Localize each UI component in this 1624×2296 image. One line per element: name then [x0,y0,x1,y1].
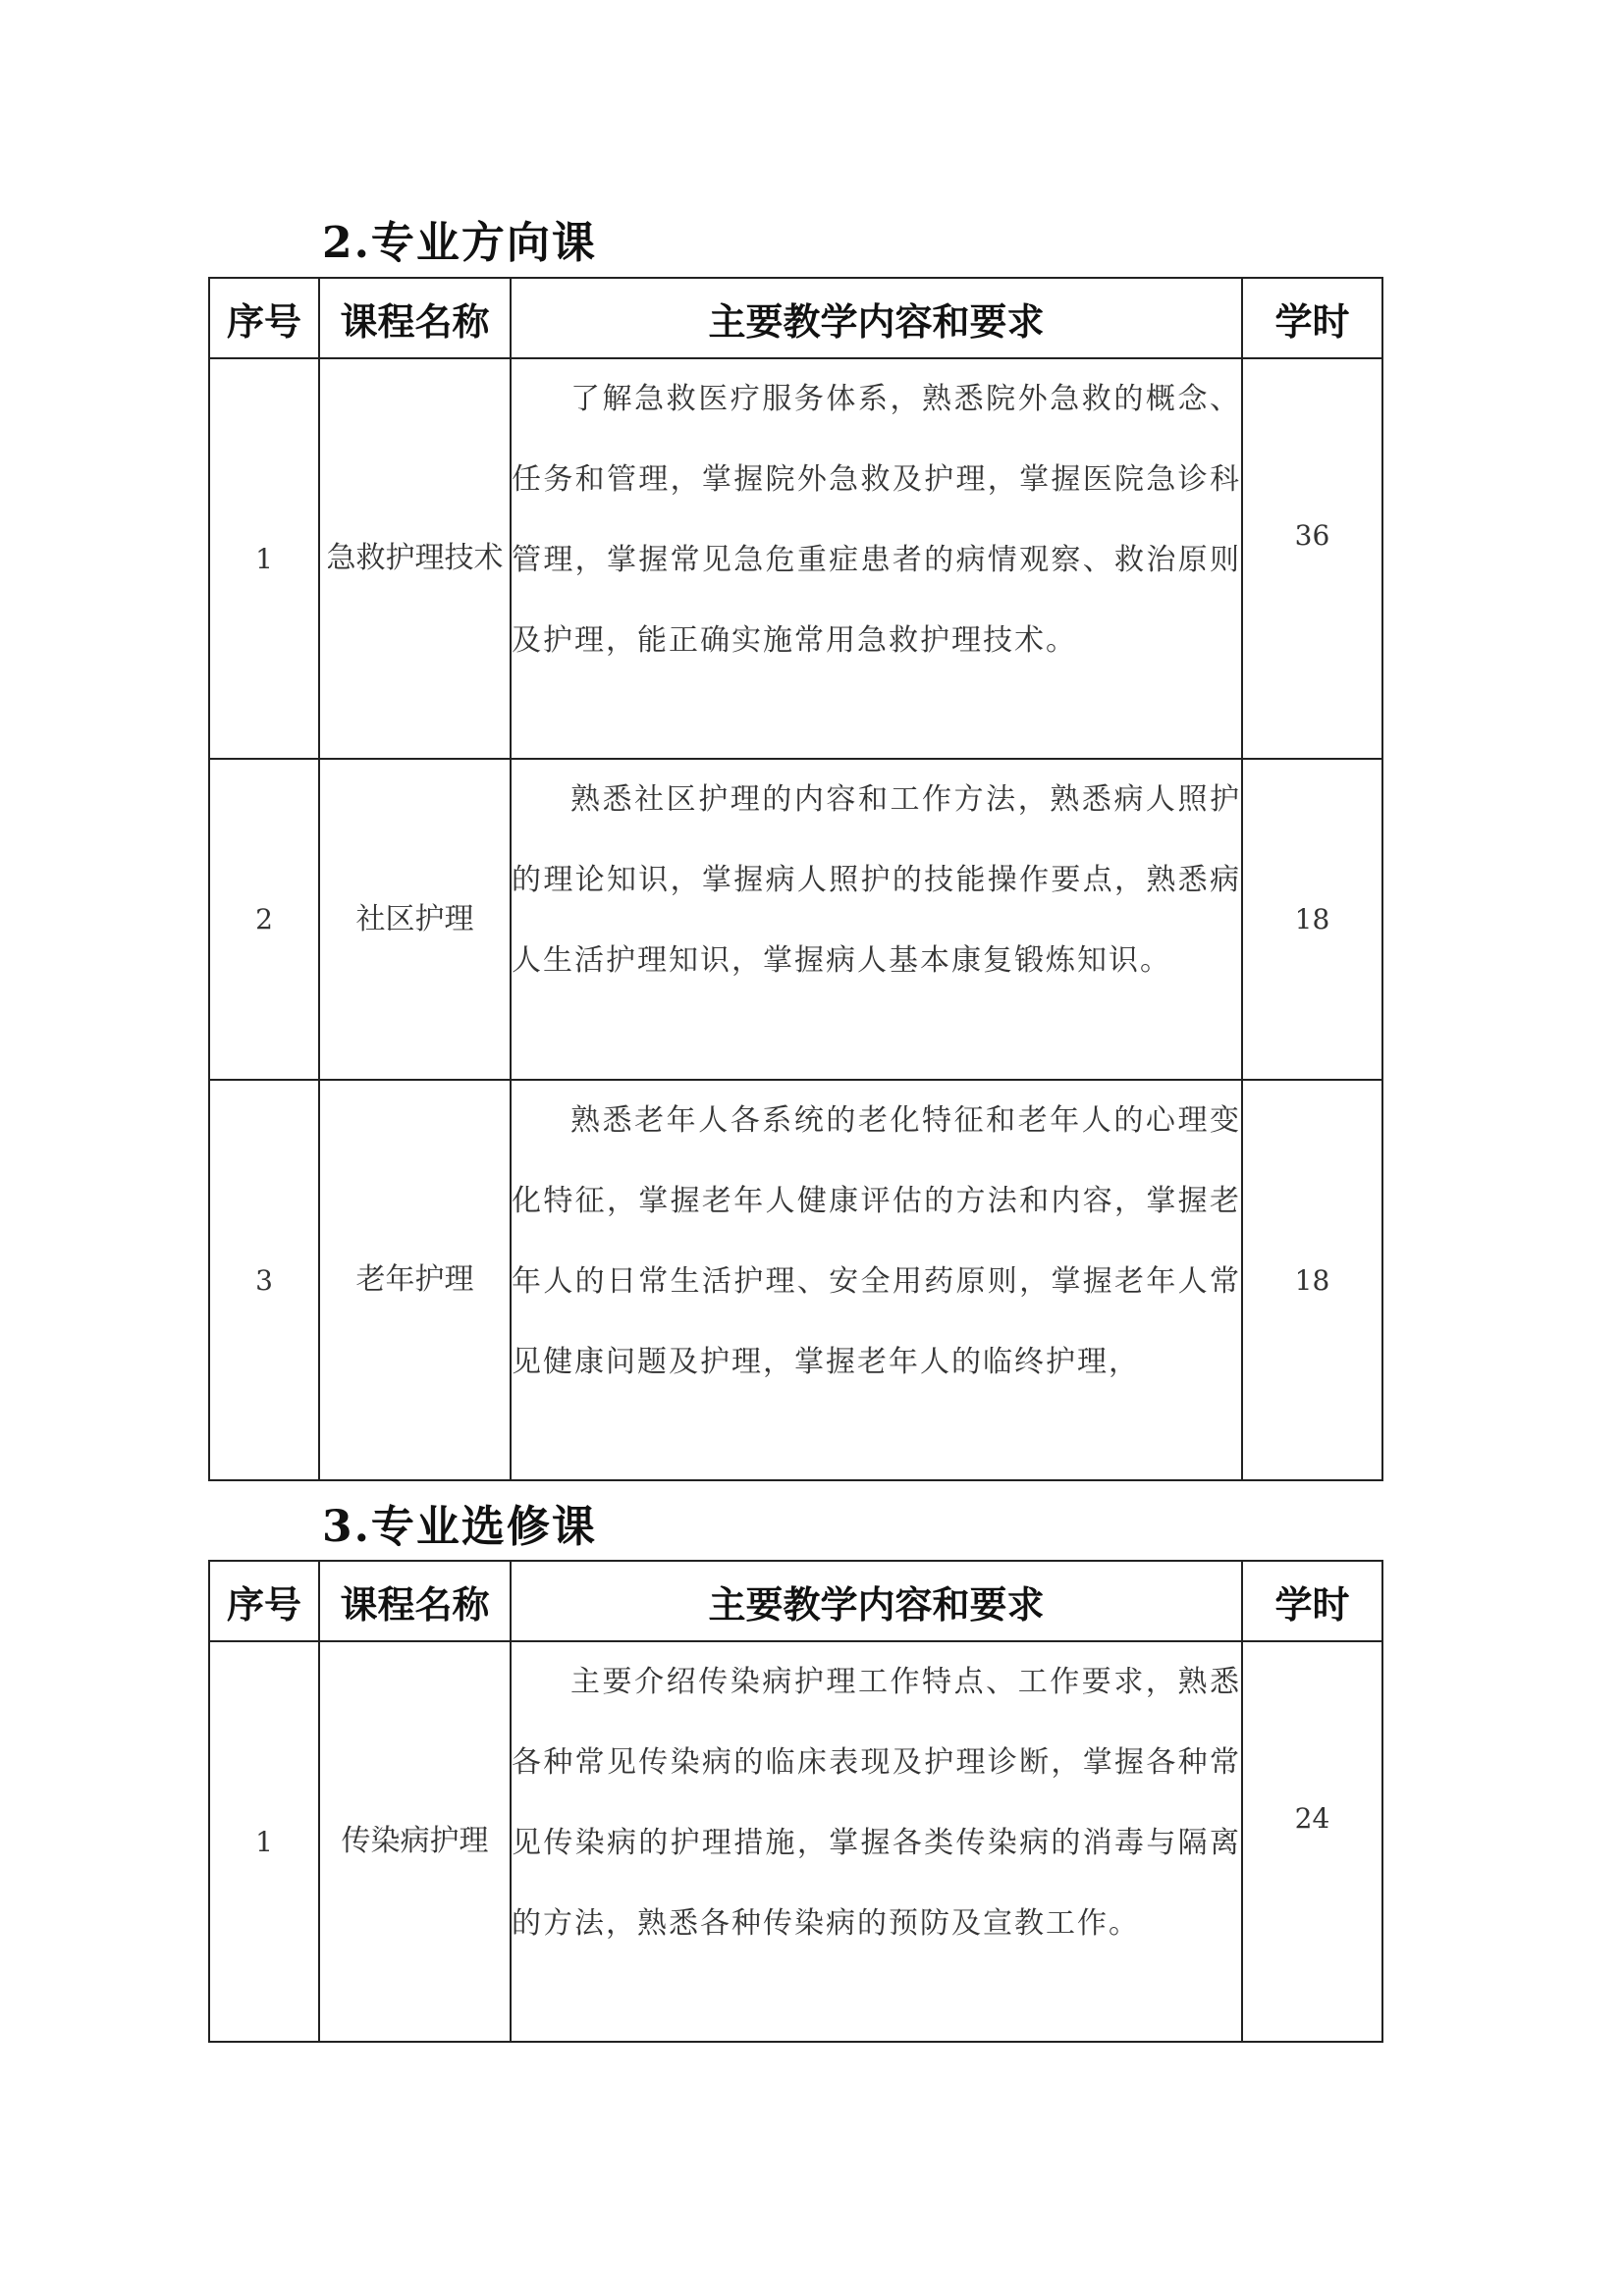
hours-value: 24 [1294,1801,1330,1835]
content-cell: 熟悉社区护理的内容和工作方法，熟悉病人照护的理论知识，掌握病人照护的技能操作要点，熟悉病人生活护理知识，掌握病人基本康复锻炼知识。 [511,759,1242,1080]
header-content: 主要教学内容和要求 [511,278,1242,358]
serial-no-cell: 2 [209,759,319,1080]
hours-cell [1242,358,1382,759]
course-name-cell: 老年护理 [319,1080,511,1480]
table-header-row [209,278,1382,358]
header-course-name: 课程名称 [319,278,511,358]
course-name-cell: 社区护理 [319,759,511,1080]
header-serial-no: 序号 [209,1561,319,1641]
header-serial-no: 序号 [209,278,319,358]
header-hours: 学时 [1242,278,1382,358]
header-hours: 学时 [1242,1561,1382,1641]
header-content: 主要教学内容和要求 [511,1561,1242,1641]
section-heading-major-direction: 2.专业方向课 [322,218,597,268]
header-course-name: 课程名称 [319,1561,511,1641]
table-row [209,358,1382,759]
hours-value: 18 [1294,1263,1330,1297]
serial-no-cell: 3 [209,1080,319,1480]
hours-value: 18 [1294,903,1330,935]
hours-value: 36 [1294,518,1330,552]
table-row [209,1080,1382,1480]
table-row [209,759,1382,1080]
hours-cell [1242,759,1382,1080]
course-table-major-direction [208,277,1383,1481]
serial-no-cell: 1 [209,1641,319,2042]
content-cell: 了解急救医疗服务体系，熟悉院外急救的概念、任务和管理，掌握院外急救及护理，掌握医院急诊科管理，掌握常见急危重症患者的病情观察、救治原则及护理，能正确实施常用急救护理技术。 [511,358,1242,759]
course-name-cell: 急救护理技术 [319,358,511,759]
table-row [209,1641,1382,2042]
section-heading-major-elective: 3.专业选修课 [322,1502,597,1552]
table-header-row [209,1561,1382,1641]
content-cell: 主要介绍传染病护理工作特点、工作要求，熟悉各种常见传染病的临床表现及护理诊断，掌握各种常见传染病的护理措施，掌握各类传染病的消毒与隔离的方法，熟悉各种传染病的预防及宣教工作。 [511,1641,1242,2042]
hours-cell [1242,1641,1382,2042]
serial-no-cell: 1 [209,358,319,759]
course-table-major-elective [208,1560,1383,2043]
content-cell: 熟悉老年人各系统的老化特征和老年人的心理变化特征，掌握老年人健康评估的方法和内容，掌握老年人的日常生活护理、安全用药原则，掌握老年人常见健康问题及护理，掌握老年人的临终护理， [511,1080,1242,1480]
hours-cell [1242,1080,1382,1480]
course-name-cell: 传染病护理 [319,1641,511,2042]
